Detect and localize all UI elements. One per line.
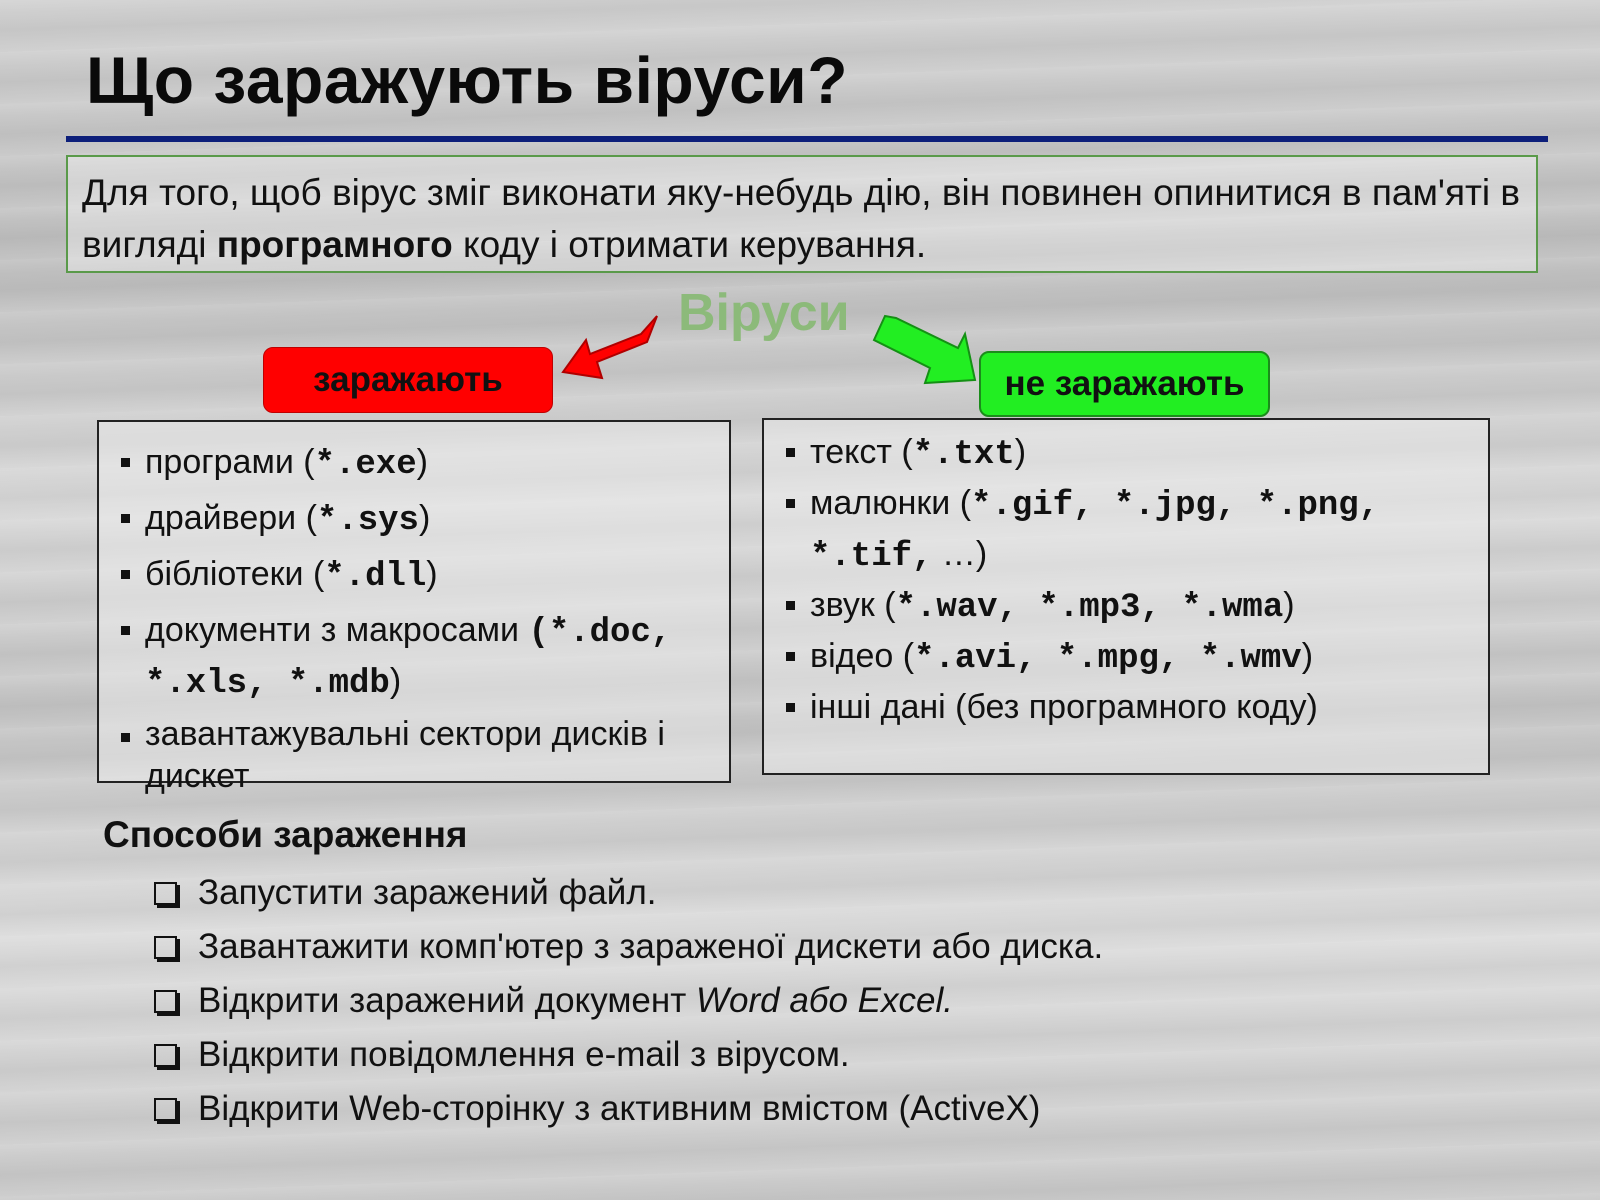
list-item: драйвери (*.sys) bbox=[99, 494, 719, 545]
intro-text-part2: коду і отримати керування. bbox=[452, 224, 927, 265]
list-item: текст (*.txt) bbox=[764, 428, 1484, 479]
infects-badge: заражають bbox=[263, 347, 553, 413]
not-infects-badge: не заражають bbox=[979, 351, 1270, 417]
intro-text-part1: Для того, щоб вірус зміг виконати яку-небудь дію, він повинен опинитися в пам'яті в вигляді bbox=[82, 172, 1521, 265]
viruses-label: Віруси bbox=[678, 284, 850, 342]
green-arrow-icon bbox=[874, 316, 975, 383]
list-item: інші дані (без програмного коду) bbox=[764, 683, 1484, 731]
slide-title: Що заражують віруси? bbox=[86, 43, 849, 117]
list-item: Відкрити Web-сторінку з активним вмістом (ActiveX) bbox=[152, 1082, 1452, 1136]
list-item: відео (*.avi, *.mpg, *.wmv) bbox=[764, 632, 1484, 683]
ways-heading: Способи зараження bbox=[103, 814, 468, 855]
title-underline bbox=[66, 136, 1548, 142]
list-item: звук (*.wav, *.mp3, *.wma) bbox=[764, 581, 1484, 632]
list-item: Завантажити комп'ютер з зараженої дискети або диска. bbox=[152, 920, 1452, 974]
list-item: Відкрити заражений документ Word або Excel. bbox=[152, 974, 1452, 1028]
list-item: програми (*.exe) bbox=[99, 438, 719, 489]
not-infects-list bbox=[764, 428, 1484, 731]
list-item: документи з макросами (*.doc, *.xls, *.mdb) bbox=[99, 606, 719, 708]
list-item: бібліотеки (*.dll) bbox=[99, 550, 719, 601]
intro-box bbox=[66, 155, 1538, 273]
infects-list-box bbox=[97, 420, 731, 795]
infects-list bbox=[99, 438, 719, 802]
ways-list bbox=[152, 866, 1452, 1136]
list-item: Запустити заражений файл. bbox=[152, 866, 1452, 920]
list-item: Відкрити повідомлення e-mail з вірусом. bbox=[152, 1028, 1452, 1082]
red-arrow-icon bbox=[563, 316, 657, 378]
intro-text-bold: програмного bbox=[216, 224, 453, 265]
not-infects-list-box bbox=[762, 418, 1490, 775]
list-item: завантажувальні сектори дисків і дискет bbox=[99, 713, 719, 797]
list-item: малюнки (*.gif, *.jpg, *.png, *.tif, …) bbox=[764, 479, 1484, 581]
